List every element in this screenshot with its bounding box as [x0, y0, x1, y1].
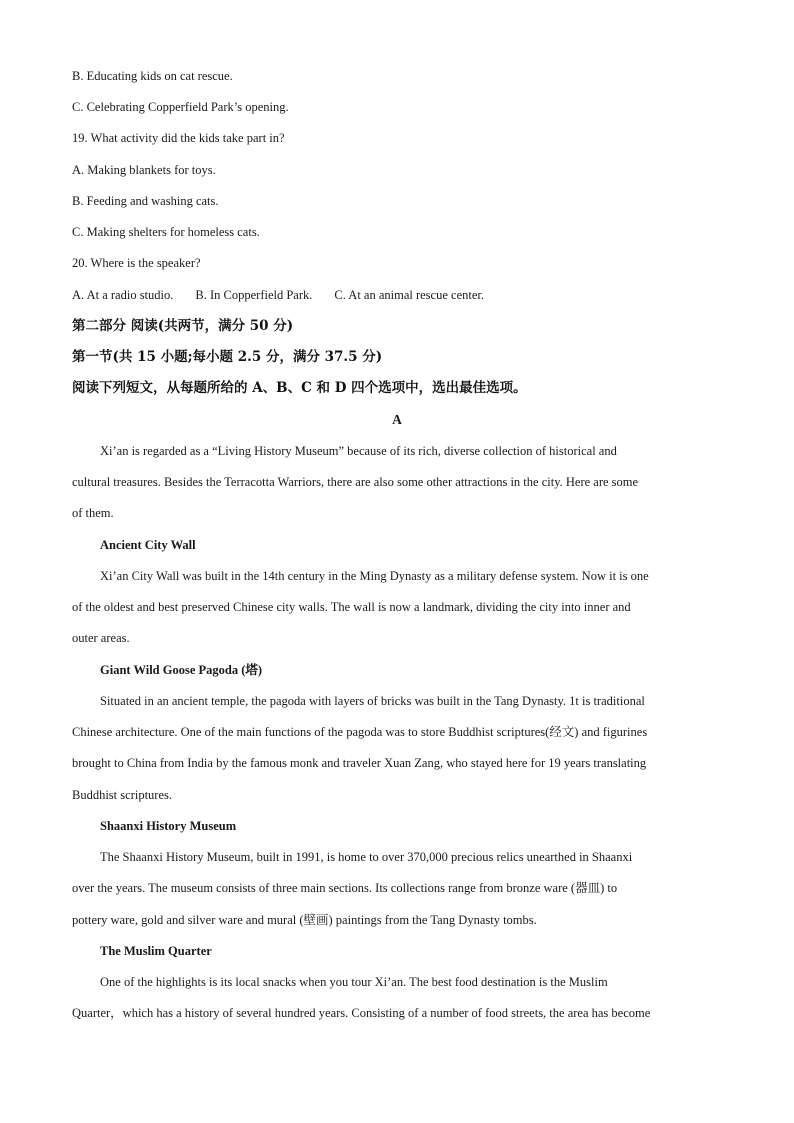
question-20: 20. Where is the speaker? [72, 256, 201, 270]
museum-line-2: over the years. The museum consists of three main sections. Its collections range from bronze ware (器皿) to [72, 881, 618, 895]
option-18c: C. Celebrating Copperfield Park’s opening. [72, 100, 289, 114]
question-20-options [72, 287, 484, 303]
pagoda-line-2: Chinese architecture. One of the main functions of the pagoda was to store Buddhist scriptures(经文) and figurines [72, 725, 648, 739]
heading-pagoda: Giant Wild Goose Pagoda (塔) [100, 663, 263, 677]
pagoda-line-1: Situated in an ancient temple, the pagoda with layers of bricks was built in the Tang Dynasty. 1t is traditional [100, 694, 645, 708]
reading-instruction: 阅读下列短文，从每题所给的 A、B、C 和 D 四个选项中，选出最佳选项。 [72, 380, 527, 396]
option-20b: B. In Copperfield Park. [195, 288, 313, 302]
option-20c: C. At an animal rescue center. [334, 288, 484, 302]
muslim-quarter-line-1: One of the highlights is its local snacks when you tour Xi’an. The best food destination is the Muslim [100, 975, 608, 989]
option-19c: C. Making shelters for homeless cats. [72, 225, 260, 239]
city-wall-line-1: Xi’an City Wall was built in the 14th century in the Ming Dynasty as a military defense system. Now it is one [100, 569, 649, 583]
heading-museum: Shaanxi History Museum [100, 819, 237, 833]
passage-label: A [392, 412, 402, 427]
city-wall-line-3: outer areas. [72, 631, 130, 645]
heading-muslim-quarter: The Muslim Quarter [100, 944, 212, 958]
option-20a: A. At a radio studio. [72, 288, 174, 302]
museum-line-1: The Shaanxi History Museum, built in 1991, is home to over 370,000 precious relics unearthed in Shaanxi [100, 850, 633, 864]
muslim-quarter-line-2: Quarter，which has a history of several hundred years. Consisting of a number of food streets, the area has become [72, 1006, 651, 1020]
section-one-heading: 第一节(共 15 小题;每小题 2.5 分，满分 37.5 分) [72, 349, 383, 365]
intro-line-2: cultural treasures. Besides the Terracotta Warriors, there are also some other attractions in the city. Here are some [72, 475, 639, 489]
pagoda-line-3: brought to China from India by the famous monk and traveler Xuan Zang, who stayed here for 19 years translating [72, 756, 647, 770]
city-wall-line-2: of the oldest and best preserved Chinese city walls. The wall is now a landmark, dividing the city into inner and [72, 600, 631, 614]
question-19: 19. What activity did the kids take part in? [72, 131, 285, 145]
intro-line-1: Xi’an is regarded as a “Living History Museum” because of its rich, diverse collection of historical and [100, 444, 617, 458]
museum-line-3: pottery ware, gold and silver ware and mural (壁画) paintings from the Tang Dynasty tombs. [72, 913, 537, 927]
option-18b: B. Educating kids on cat rescue. [72, 69, 233, 83]
option-19b: B. Feeding and washing cats. [72, 194, 219, 208]
intro-line-3: of them. [72, 506, 114, 520]
option-19a: A. Making blankets for toys. [72, 163, 216, 177]
part-two-heading: 第二部分 阅读(共两节，满分 50 分) [72, 318, 294, 334]
heading-city-wall: Ancient City Wall [100, 538, 196, 552]
pagoda-line-4: Buddhist scriptures. [72, 788, 172, 802]
